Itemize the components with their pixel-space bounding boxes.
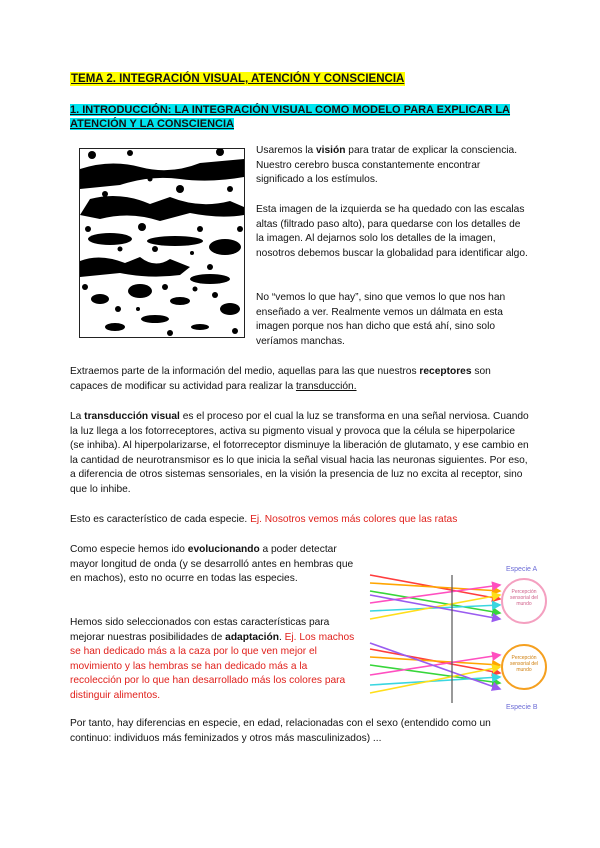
- text-run: .: [278, 631, 285, 643]
- text-run: son capaces de modificar su actividad para realizar la: [70, 366, 491, 392]
- text-run: Como especie hemos ido: [70, 544, 188, 555]
- dalmatian-illusion-image: [79, 148, 245, 338]
- selection-paragraph: [70, 616, 358, 704]
- bold-term: visión: [316, 145, 346, 156]
- bold-term: adaptación: [225, 631, 279, 643]
- intro-paragraph-2: Esta imagen de la izquierda se ha quedado con las escalas altas (filtrado paso alto), para quedarse con los detalles de la imagen. Al dejarnos solo los detalles de la imagen, nosotros debemos buscar la globalidad para identificar algo.: [256, 204, 528, 259]
- conclusion-paragraph: Por tanto, hay diferencias en especie, en edad, relacionadas con el sexo (entendido como un continuo: individuos más feminizados y otros más masculinizados) ...: [70, 718, 491, 744]
- text-run: La: [70, 411, 85, 422]
- species-b-label: Especie B: [506, 704, 538, 711]
- underlined-term: transducción.: [295, 380, 357, 392]
- transduction-paragraph: [70, 410, 530, 498]
- example-text: Ej. Los machos se han dedicado más a la caza por lo que ven mejor el movimiento y las hembras se han dedicado más a la recolección por lo que han desarrollado más los colores para distinguir alimentos.: [70, 631, 355, 701]
- text-run: Esto es característico de cada especie.: [70, 514, 251, 525]
- text-run: Usaremos la: [256, 145, 317, 156]
- page-title: TEMA 2. INTEGRACIÓN VISUAL, ATENCIÓN Y CONSCIENCIA: [71, 73, 405, 85]
- text-run: Hemos sido seleccionados con estas características para mejorar nuestras posibilidades de: [70, 617, 330, 643]
- text-run: a poder detectar mayor longitud de onda (y se desarrolló antes en hembras que en machos), esto no ocurre en todas las especies.: [70, 544, 354, 585]
- species-a-label: Especie A: [506, 566, 538, 573]
- species-a-circle-label: Percepción sensorial del mundo: [509, 589, 539, 607]
- bold-term: transducción visual: [84, 411, 180, 422]
- species-perception-diagram: [368, 555, 552, 715]
- extraction-paragraph: [70, 365, 530, 394]
- text-run: es el proceso por el cual la luz se transforma en una señal nerviosa. Cuando la luz llega a los fotorreceptores, activa su pigmento visual y provoca que la célula se hiperpolarice (se inhiba). Al hiperpolarizarse, el fotorreceptor disminuye la liberación de glutamato, y ese cambio en la cantidad de neurotransmisor es lo que inicia la señal visual hacia las neuronas siguientes. Por eso, a diferencia de otros sistemas sensoriales, en la visión la presencia de luz no excita al receptor, sino que lo inhibe.: [70, 411, 529, 495]
- text-run: Extraemos parte de la información del medio, aquellas para las que nuestros: [70, 366, 420, 377]
- section-heading: [70, 103, 532, 131]
- bold-term: evolucionando: [187, 544, 260, 555]
- evolution-paragraph: [70, 543, 358, 587]
- intro-paragraph-1: [256, 144, 528, 188]
- species-b-circle-label: Percepción sensorial del mundo: [509, 655, 539, 673]
- bold-term: receptores: [419, 366, 472, 377]
- section-heading-text: 1. INTRODUCCIÓN: LA INTEGRACIÓN VISUAL COMO MODELO PARA EXPLICAR LA ATENCIÓN Y LA CONSCIENCIA: [70, 104, 511, 130]
- text-run: para tratar de explicar la consciencia. Nuestro cerebro busca constantemente encontrar significado a los estímulos.: [256, 145, 518, 186]
- species-paragraph: [70, 513, 530, 528]
- intro-paragraph-3: No “vemos lo que hay”, sino que vemos lo que nos han enseñado a ver. Realmente vemos un dálmata en esta imagen porque nos han dicho que está ahí, sino solo veríamos manchas.: [256, 292, 506, 347]
- example-text: Ej. Nosotros vemos más colores que las ratas: [250, 514, 458, 525]
